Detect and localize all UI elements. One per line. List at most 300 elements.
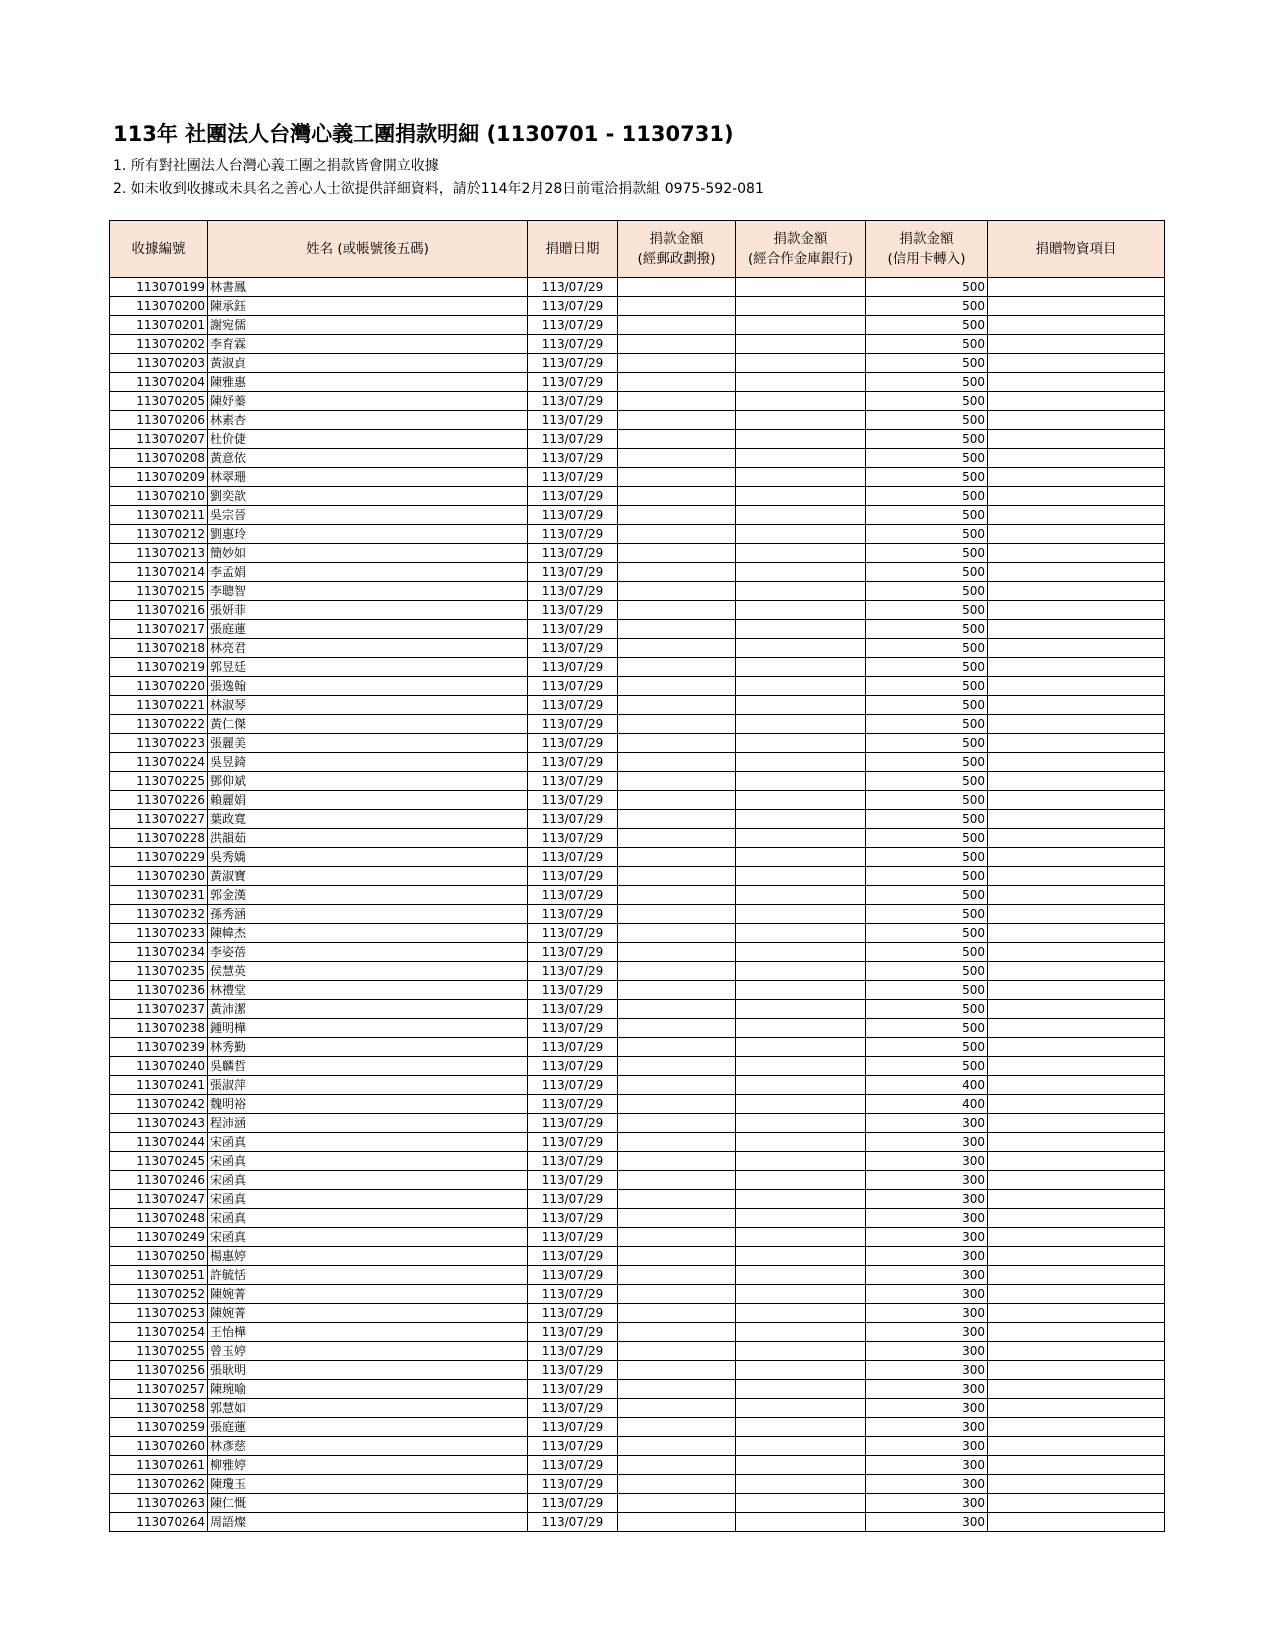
cell-receipt-no: 113070214 [110,563,208,582]
cell-goods [988,297,1165,316]
cell-bank-amount [736,1475,866,1494]
cell-bank-amount [736,1266,866,1285]
header-name: 姓名 (或帳號後五碼) [208,221,528,278]
table-row [110,867,1165,886]
cell-date: 113/07/29 [528,867,618,886]
cell-goods [988,1437,1165,1456]
table-row [110,639,1165,658]
cell-bank-amount [736,1304,866,1323]
cell-postal-amount [618,392,736,411]
cell-date: 113/07/29 [528,373,618,392]
cell-date: 113/07/29 [528,430,618,449]
cell-card-amount: 300 [866,1437,988,1456]
cell-receipt-no: 113070228 [110,829,208,848]
cell-postal-amount [618,943,736,962]
cell-goods [988,392,1165,411]
cell-name: 鍾明樺 [208,1019,528,1038]
cell-name: 郭慧如 [208,1399,528,1418]
cell-bank-amount [736,278,866,297]
cell-receipt-no: 113070253 [110,1304,208,1323]
cell-postal-amount [618,430,736,449]
cell-card-amount: 300 [866,1456,988,1475]
cell-date: 113/07/29 [528,297,618,316]
cell-bank-amount [736,1513,866,1532]
cell-bank-amount [736,1342,866,1361]
cell-card-amount: 500 [866,1019,988,1038]
cell-postal-amount [618,411,736,430]
cell-bank-amount [736,468,866,487]
cell-date: 113/07/29 [528,601,618,620]
cell-date: 113/07/29 [528,1513,618,1532]
cell-card-amount: 500 [866,734,988,753]
table-row [110,316,1165,335]
cell-card-amount: 300 [866,1304,988,1323]
cell-goods [988,1057,1165,1076]
cell-receipt-no: 113070230 [110,867,208,886]
cell-name: 劉奕歆 [208,487,528,506]
cell-name: 杜价倢 [208,430,528,449]
cell-date: 113/07/29 [528,696,618,715]
cell-goods [988,1399,1165,1418]
cell-goods [988,639,1165,658]
cell-goods [988,772,1165,791]
table-row [110,544,1165,563]
cell-postal-amount [618,848,736,867]
cell-date: 113/07/29 [528,582,618,601]
cell-bank-amount [736,791,866,810]
cell-goods [988,677,1165,696]
table-row [110,1171,1165,1190]
cell-postal-amount [618,354,736,373]
header-postal-line2: (經郵政劃撥) [637,251,716,267]
cell-receipt-no: 113070239 [110,1038,208,1057]
cell-name: 宋函真 [208,1228,528,1247]
cell-bank-amount [736,354,866,373]
cell-card-amount: 300 [866,1513,988,1532]
cell-date: 113/07/29 [528,715,618,734]
table-row [110,1019,1165,1038]
cell-date: 113/07/29 [528,1342,618,1361]
cell-card-amount: 300 [866,1133,988,1152]
table-body [110,278,1165,1532]
cell-name: 陳承鈺 [208,297,528,316]
table-row [110,1228,1165,1247]
cell-date: 113/07/29 [528,1418,618,1437]
cell-name: 郭昱廷 [208,658,528,677]
cell-card-amount: 300 [866,1209,988,1228]
cell-goods [988,1456,1165,1475]
header-bank-line1: 捐款金額 [773,231,828,247]
table-row [110,943,1165,962]
cell-date: 113/07/29 [528,1380,618,1399]
cell-card-amount: 500 [866,962,988,981]
cell-bank-amount [736,753,866,772]
cell-name: 林淑琴 [208,696,528,715]
cell-card-amount: 500 [866,829,988,848]
cell-receipt-no: 113070211 [110,506,208,525]
cell-name: 孫秀涵 [208,905,528,924]
cell-goods [988,1475,1165,1494]
cell-goods [988,525,1165,544]
cell-date: 113/07/29 [528,1019,618,1038]
cell-receipt-no: 113070243 [110,1114,208,1133]
cell-date: 113/07/29 [528,962,618,981]
header-bank-line2: (經合作金庫銀行) [747,251,854,267]
cell-name: 陳婉菁 [208,1304,528,1323]
cell-postal-amount [618,506,736,525]
cell-receipt-no: 113070247 [110,1190,208,1209]
cell-date: 113/07/29 [528,981,618,1000]
cell-goods [988,1418,1165,1437]
cell-date: 113/07/29 [528,525,618,544]
cell-name: 楊惠婷 [208,1247,528,1266]
table-row [110,411,1165,430]
cell-card-amount: 500 [866,658,988,677]
table-row [110,1513,1165,1532]
cell-bank-amount [736,1038,866,1057]
cell-name: 鄧仰斌 [208,772,528,791]
cell-bank-amount [736,411,866,430]
cell-name: 葉政寬 [208,810,528,829]
cell-receipt-no: 113070259 [110,1418,208,1437]
cell-postal-amount [618,962,736,981]
cell-name: 陳瓊玉 [208,1475,528,1494]
cell-bank-amount [736,734,866,753]
cell-name: 吳宗晉 [208,506,528,525]
cell-postal-amount [618,1399,736,1418]
cell-postal-amount [618,1494,736,1513]
cell-postal-amount [618,981,736,1000]
cell-date: 113/07/29 [528,620,618,639]
cell-name: 林翠珊 [208,468,528,487]
cell-receipt-no: 113070207 [110,430,208,449]
cell-name: 李孟娟 [208,563,528,582]
cell-goods [988,1494,1165,1513]
cell-card-amount: 300 [866,1342,988,1361]
cell-card-amount: 300 [866,1418,988,1437]
cell-card-amount: 500 [866,297,988,316]
table-row [110,962,1165,981]
cell-receipt-no: 113070252 [110,1285,208,1304]
cell-bank-amount [736,316,866,335]
cell-card-amount: 300 [866,1228,988,1247]
cell-receipt-no: 113070262 [110,1475,208,1494]
cell-card-amount: 300 [866,1285,988,1304]
cell-card-amount: 500 [866,943,988,962]
cell-date: 113/07/29 [528,1114,618,1133]
cell-postal-amount [618,468,736,487]
cell-receipt-no: 113070229 [110,848,208,867]
cell-card-amount: 400 [866,1076,988,1095]
cell-date: 113/07/29 [528,1000,618,1019]
cell-goods [988,487,1165,506]
cell-receipt-no: 113070250 [110,1247,208,1266]
cell-receipt-no: 113070224 [110,753,208,772]
table-row [110,1437,1165,1456]
cell-goods [988,1076,1165,1095]
cell-receipt-no: 113070215 [110,582,208,601]
table-row [110,487,1165,506]
cell-postal-amount [618,601,736,620]
cell-postal-amount [618,449,736,468]
cell-goods [988,601,1165,620]
cell-receipt-no: 113070235 [110,962,208,981]
cell-receipt-no: 113070258 [110,1399,208,1418]
cell-date: 113/07/29 [528,1133,618,1152]
cell-receipt-no: 113070219 [110,658,208,677]
table-row [110,981,1165,1000]
cell-receipt-no: 113070246 [110,1171,208,1190]
cell-goods [988,278,1165,297]
cell-card-amount: 500 [866,696,988,715]
cell-postal-amount [618,1133,736,1152]
cell-receipt-no: 113070256 [110,1361,208,1380]
cell-goods [988,544,1165,563]
table-row [110,886,1165,905]
cell-postal-amount [618,1114,736,1133]
cell-name: 周語燦 [208,1513,528,1532]
cell-date: 113/07/29 [528,886,618,905]
cell-postal-amount [618,1209,736,1228]
table-row [110,1304,1165,1323]
cell-receipt-no: 113070249 [110,1228,208,1247]
cell-receipt-no: 113070223 [110,734,208,753]
cell-goods [988,1513,1165,1532]
cell-date: 113/07/29 [528,943,618,962]
cell-card-amount: 500 [866,905,988,924]
cell-receipt-no: 113070210 [110,487,208,506]
cell-card-amount: 500 [866,430,988,449]
cell-goods [988,1000,1165,1019]
cell-card-amount: 300 [866,1266,988,1285]
cell-receipt-no: 113070206 [110,411,208,430]
cell-card-amount: 500 [866,791,988,810]
cell-name: 宋函真 [208,1209,528,1228]
cell-card-amount: 300 [866,1361,988,1380]
cell-postal-amount [618,1266,736,1285]
table-row [110,1323,1165,1342]
cell-name: 侯慧英 [208,962,528,981]
cell-card-amount: 300 [866,1247,988,1266]
cell-bank-amount [736,848,866,867]
donation-table [109,220,1165,1532]
cell-bank-amount [736,582,866,601]
table-row [110,677,1165,696]
cell-date: 113/07/29 [528,392,618,411]
cell-name: 黃仁傑 [208,715,528,734]
header-card-line2: (信用卡轉入) [887,251,966,267]
header-postal-line1: 捐款金額 [649,231,704,247]
cell-bank-amount [736,1323,866,1342]
cell-card-amount: 400 [866,1095,988,1114]
cell-card-amount: 300 [866,1323,988,1342]
cell-date: 113/07/29 [528,905,618,924]
cell-card-amount: 300 [866,1475,988,1494]
table-row [110,392,1165,411]
table-row [110,1190,1165,1209]
table-row [110,1247,1165,1266]
cell-name: 林彥慈 [208,1437,528,1456]
cell-card-amount: 300 [866,1399,988,1418]
cell-goods [988,905,1165,924]
cell-postal-amount [618,867,736,886]
cell-name: 張妍菲 [208,601,528,620]
cell-bank-amount [736,620,866,639]
cell-goods [988,943,1165,962]
cell-postal-amount [618,677,736,696]
cell-postal-amount [618,1304,736,1323]
table-row [110,658,1165,677]
cell-goods [988,1019,1165,1038]
cell-card-amount: 500 [866,525,988,544]
cell-bank-amount [736,487,866,506]
cell-bank-amount [736,1456,866,1475]
cell-receipt-no: 113070217 [110,620,208,639]
cell-postal-amount [618,1171,736,1190]
cell-date: 113/07/29 [528,1494,618,1513]
table-row [110,278,1165,297]
cell-name: 張淑萍 [208,1076,528,1095]
cell-date: 113/07/29 [528,1266,618,1285]
cell-postal-amount [618,1247,736,1266]
table-row [110,601,1165,620]
cell-card-amount: 500 [866,468,988,487]
table-row [110,468,1165,487]
cell-postal-amount [618,1418,736,1437]
table-row [110,1361,1165,1380]
cell-postal-amount [618,620,736,639]
cell-card-amount: 500 [866,639,988,658]
cell-card-amount: 500 [866,677,988,696]
cell-bank-amount [736,1076,866,1095]
table-row [110,848,1165,867]
cell-goods [988,449,1165,468]
cell-receipt-no: 113070233 [110,924,208,943]
cell-name: 程沛涵 [208,1114,528,1133]
cell-goods [988,1285,1165,1304]
header-receipt-no: 收據編號 [110,221,208,278]
cell-goods [988,658,1165,677]
cell-postal-amount [618,1190,736,1209]
cell-receipt-no: 113070220 [110,677,208,696]
cell-bank-amount [736,1494,866,1513]
cell-bank-amount [736,677,866,696]
cell-card-amount: 500 [866,487,988,506]
cell-postal-amount [618,335,736,354]
cell-receipt-no: 113070205 [110,392,208,411]
cell-receipt-no: 113070234 [110,943,208,962]
cell-receipt-no: 113070232 [110,905,208,924]
cell-receipt-no: 113070248 [110,1209,208,1228]
cell-receipt-no: 113070263 [110,1494,208,1513]
cell-card-amount: 300 [866,1494,988,1513]
table-row [110,449,1165,468]
cell-date: 113/07/29 [528,1095,618,1114]
cell-goods [988,867,1165,886]
cell-name: 陳仁慨 [208,1494,528,1513]
cell-date: 113/07/29 [528,1399,618,1418]
table-row [110,1342,1165,1361]
cell-card-amount: 500 [866,1038,988,1057]
cell-card-amount: 500 [866,335,988,354]
cell-card-amount: 300 [866,1190,988,1209]
cell-name: 林秀勤 [208,1038,528,1057]
table-row [110,715,1165,734]
table-row [110,1266,1165,1285]
cell-card-amount: 500 [866,1000,988,1019]
cell-card-amount: 500 [866,278,988,297]
cell-goods [988,411,1165,430]
cell-bank-amount [736,1437,866,1456]
cell-goods [988,1342,1165,1361]
cell-date: 113/07/29 [528,1152,618,1171]
cell-date: 113/07/29 [528,658,618,677]
table-row [110,924,1165,943]
cell-goods [988,582,1165,601]
cell-bank-amount [736,1190,866,1209]
cell-bank-amount [736,1133,866,1152]
cell-postal-amount [618,316,736,335]
cell-name: 宋函真 [208,1190,528,1209]
cell-date: 113/07/29 [528,1076,618,1095]
cell-goods [988,1304,1165,1323]
cell-goods [988,1323,1165,1342]
cell-card-amount: 500 [866,753,988,772]
cell-name: 林書鳳 [208,278,528,297]
table-row [110,620,1165,639]
cell-card-amount: 500 [866,715,988,734]
cell-bank-amount [736,772,866,791]
table-row [110,791,1165,810]
cell-receipt-no: 113070254 [110,1323,208,1342]
table-row [110,582,1165,601]
cell-date: 113/07/29 [528,1190,618,1209]
cell-card-amount: 500 [866,449,988,468]
cell-date: 113/07/29 [528,411,618,430]
cell-card-amount: 500 [866,620,988,639]
cell-postal-amount [618,810,736,829]
cell-goods [988,1114,1165,1133]
cell-bank-amount [736,1152,866,1171]
cell-bank-amount [736,392,866,411]
cell-card-amount: 500 [866,563,988,582]
cell-date: 113/07/29 [528,791,618,810]
cell-name: 簡妙如 [208,544,528,563]
cell-bank-amount [736,506,866,525]
cell-goods [988,1380,1165,1399]
cell-date: 113/07/29 [528,677,618,696]
cell-date: 113/07/29 [528,335,618,354]
header-bank-amount [736,221,866,278]
cell-name: 吳秀嬌 [208,848,528,867]
cell-bank-amount [736,1361,866,1380]
cell-bank-amount [736,1171,866,1190]
cell-postal-amount [618,1228,736,1247]
header-postal-amount [618,221,736,278]
cell-card-amount: 500 [866,506,988,525]
cell-date: 113/07/29 [528,1285,618,1304]
table-row [110,1209,1165,1228]
cell-goods [988,848,1165,867]
cell-postal-amount [618,297,736,316]
cell-receipt-no: 113070213 [110,544,208,563]
cell-receipt-no: 113070199 [110,278,208,297]
cell-receipt-no: 113070245 [110,1152,208,1171]
cell-goods [988,1228,1165,1247]
table-row [110,1399,1165,1418]
cell-date: 113/07/29 [528,810,618,829]
cell-name: 魏明裕 [208,1095,528,1114]
